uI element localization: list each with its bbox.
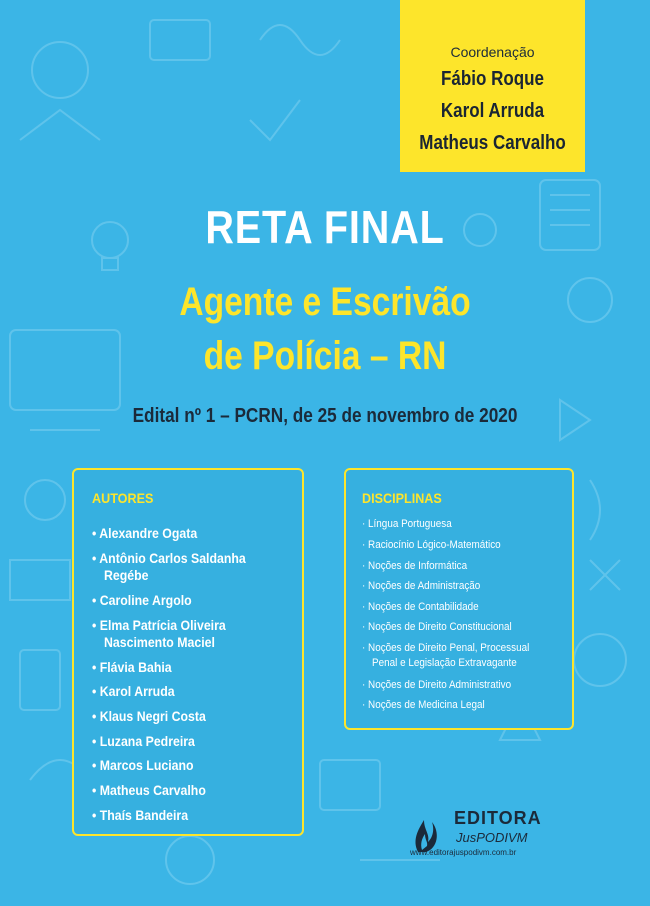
author-item-continued: Regébe [104,567,149,583]
discipline-item: · Noções de Direito Penal, Processual [362,642,530,654]
author-item: • Karol Arruda [92,683,175,699]
discipline-item: · Língua Portuguesa [362,518,452,530]
author-item: • Flávia Bahia [92,659,172,675]
authors-heading: AUTORES [92,490,154,506]
discipline-item: · Noções de Direito Constitucional [362,621,512,633]
author-item: • Klaus Negri Costa [92,708,206,724]
author-item: • Caroline Argolo [92,592,192,608]
publisher-logo [410,806,610,866]
book-title: RETA FINAL [205,201,445,253]
disciplines-box [344,468,574,730]
publisher-imprint: JusPODIVM [456,830,528,845]
book-subtitle-line: de Polícia – RN [203,334,447,378]
author-item: • Luzana Pedreira [92,733,195,749]
author-item: • Elma Patrícia Oliveira [92,617,226,633]
discipline-item: · Noções de Medicina Legal [362,699,485,711]
author-item: • Marcos Luciano [92,757,194,773]
discipline-item: · Noções de Direito Administrativo [362,679,512,691]
publisher-name: EDITORA [454,808,542,828]
author-item: • Alexandre Ogata [92,525,198,541]
discipline-item-continued: Penal e Legislação Extravagante [372,657,517,669]
discipline-item: · Raciocínio Lógico-Matemático [362,539,501,551]
disciplines-heading: DISCIPLINAS [362,490,442,506]
coordination-label: Coordenação [450,44,535,60]
discipline-item: · Noções de Contabilidade [362,601,479,613]
author-item: • Thaís Bandeira [92,807,189,823]
author-item: • Antônio Carlos Saldanha [92,550,246,566]
coordinator-name: Matheus Carvalho [419,132,566,154]
publisher-url: www.editorajuspodivm.com.br [410,848,517,857]
coordinator-name: Karol Arruda [440,100,545,122]
author-item-continued: Nascimento Maciel [104,634,215,650]
edital-line: Edital nº 1 – PCRN, de 25 de novembro de 2020 [132,405,518,427]
coordinator-name: Fábio Roque [441,68,544,90]
author-item: • Matheus Carvalho [92,782,206,798]
book-subtitle-line: Agente e Escrivão [179,280,471,324]
discipline-item: · Noções de Informática [362,560,468,572]
coordination-box [400,0,585,172]
authors-box [72,468,304,836]
discipline-item: · Noções de Administração [362,580,481,592]
